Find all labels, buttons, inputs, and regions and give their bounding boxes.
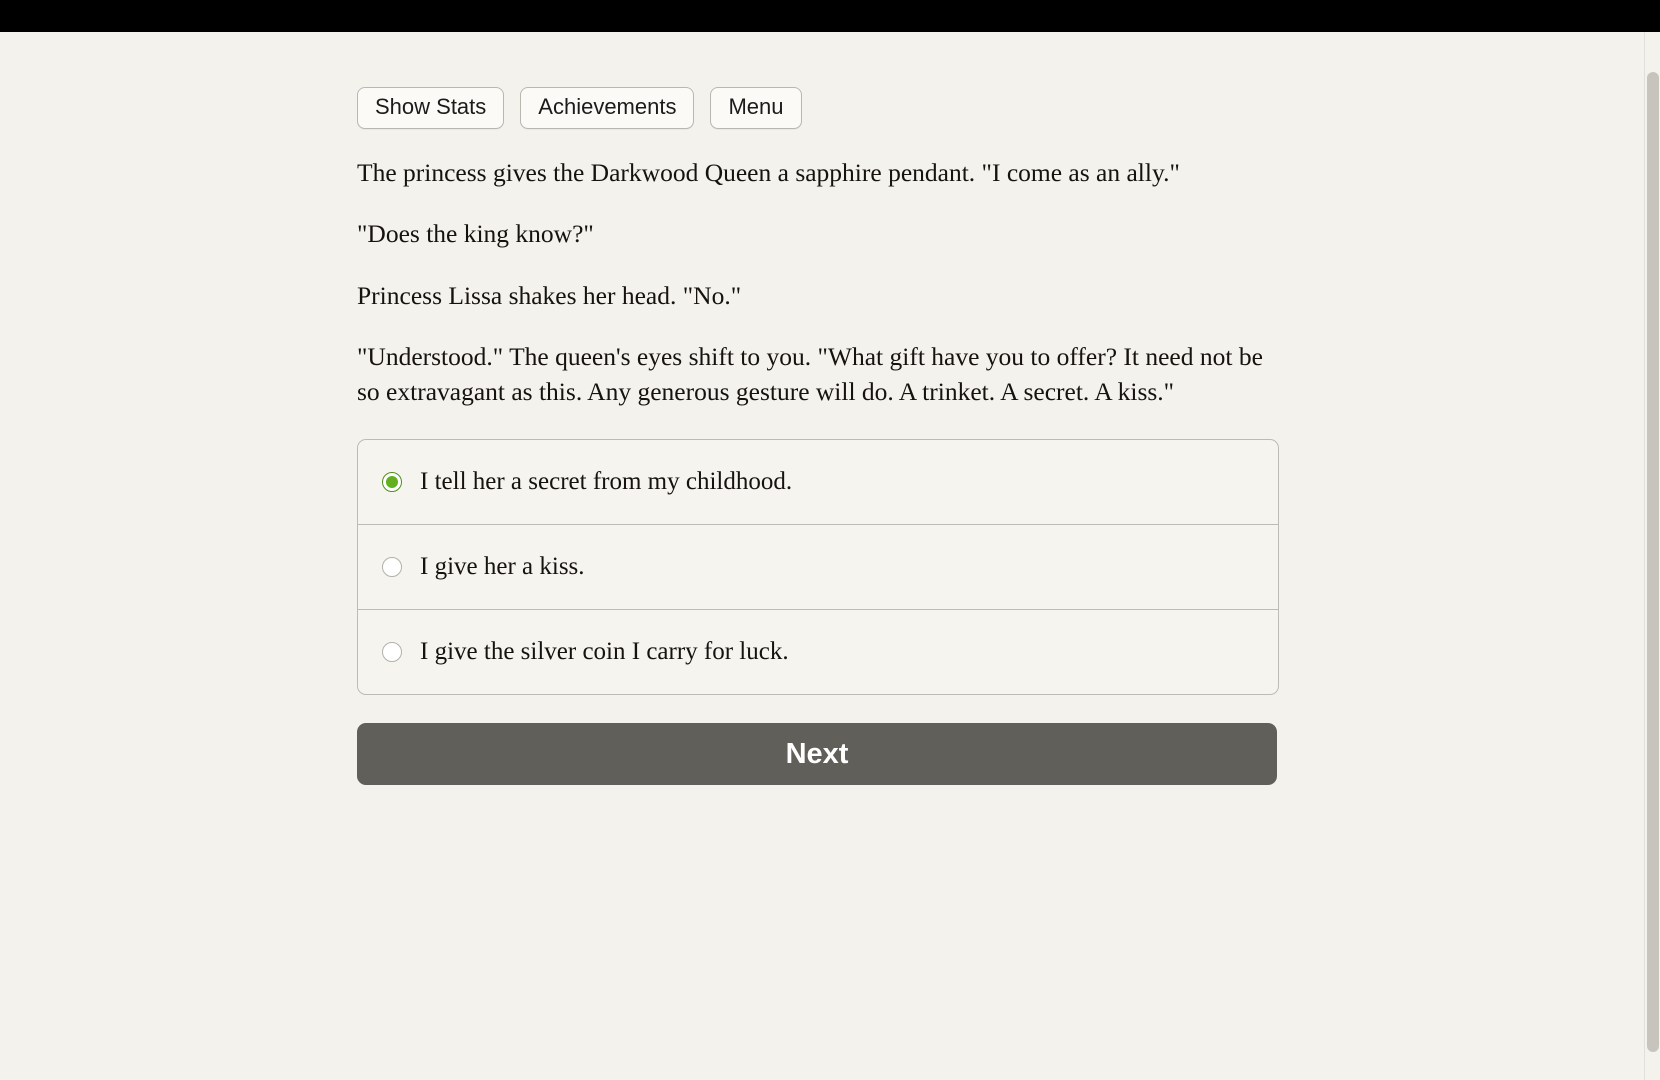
choice-option[interactable]: [358, 440, 1278, 525]
choice-option[interactable]: [358, 610, 1278, 694]
next-button[interactable]: Next: [357, 723, 1277, 785]
scrollbar-track[interactable]: [1644, 32, 1660, 1080]
toolbar: [357, 87, 1277, 129]
choice-list: [357, 439, 1279, 695]
choice-option[interactable]: [358, 525, 1278, 610]
story-paragraph: "Does the king know?": [357, 219, 594, 249]
achievements-button[interactable]: Achievements: [520, 87, 694, 129]
choice-label: I give the silver coin I carry for luck.: [420, 638, 789, 666]
story-paragraph: The princess gives the Darkwood Queen a sapphire pendant. "I come as an ally.": [357, 158, 1180, 188]
choice-label: I give her a kiss.: [420, 553, 585, 581]
game-content: [357, 87, 1277, 785]
radio-icon[interactable]: [382, 557, 402, 577]
game-viewport: [0, 32, 1645, 1080]
scrollbar-thumb[interactable]: [1647, 72, 1659, 1052]
story-text: [357, 155, 1277, 409]
choice-label: I tell her a secret from my childhood.: [420, 468, 793, 496]
browser-top-bar: [0, 0, 1660, 32]
radio-icon[interactable]: [382, 472, 402, 492]
radio-icon[interactable]: [382, 642, 402, 662]
menu-button[interactable]: Menu: [710, 87, 801, 129]
story-paragraph: Princess Lissa shakes her head. "No.": [357, 280, 742, 310]
show-stats-button[interactable]: Show Stats: [357, 87, 504, 129]
story-paragraph: "Understood." The queen's eyes shift to you. "What gift have you to offer? It need not be so extravagant as this. Any generous gesture will do. A trinket. A secret. A kiss.": [357, 341, 1263, 406]
